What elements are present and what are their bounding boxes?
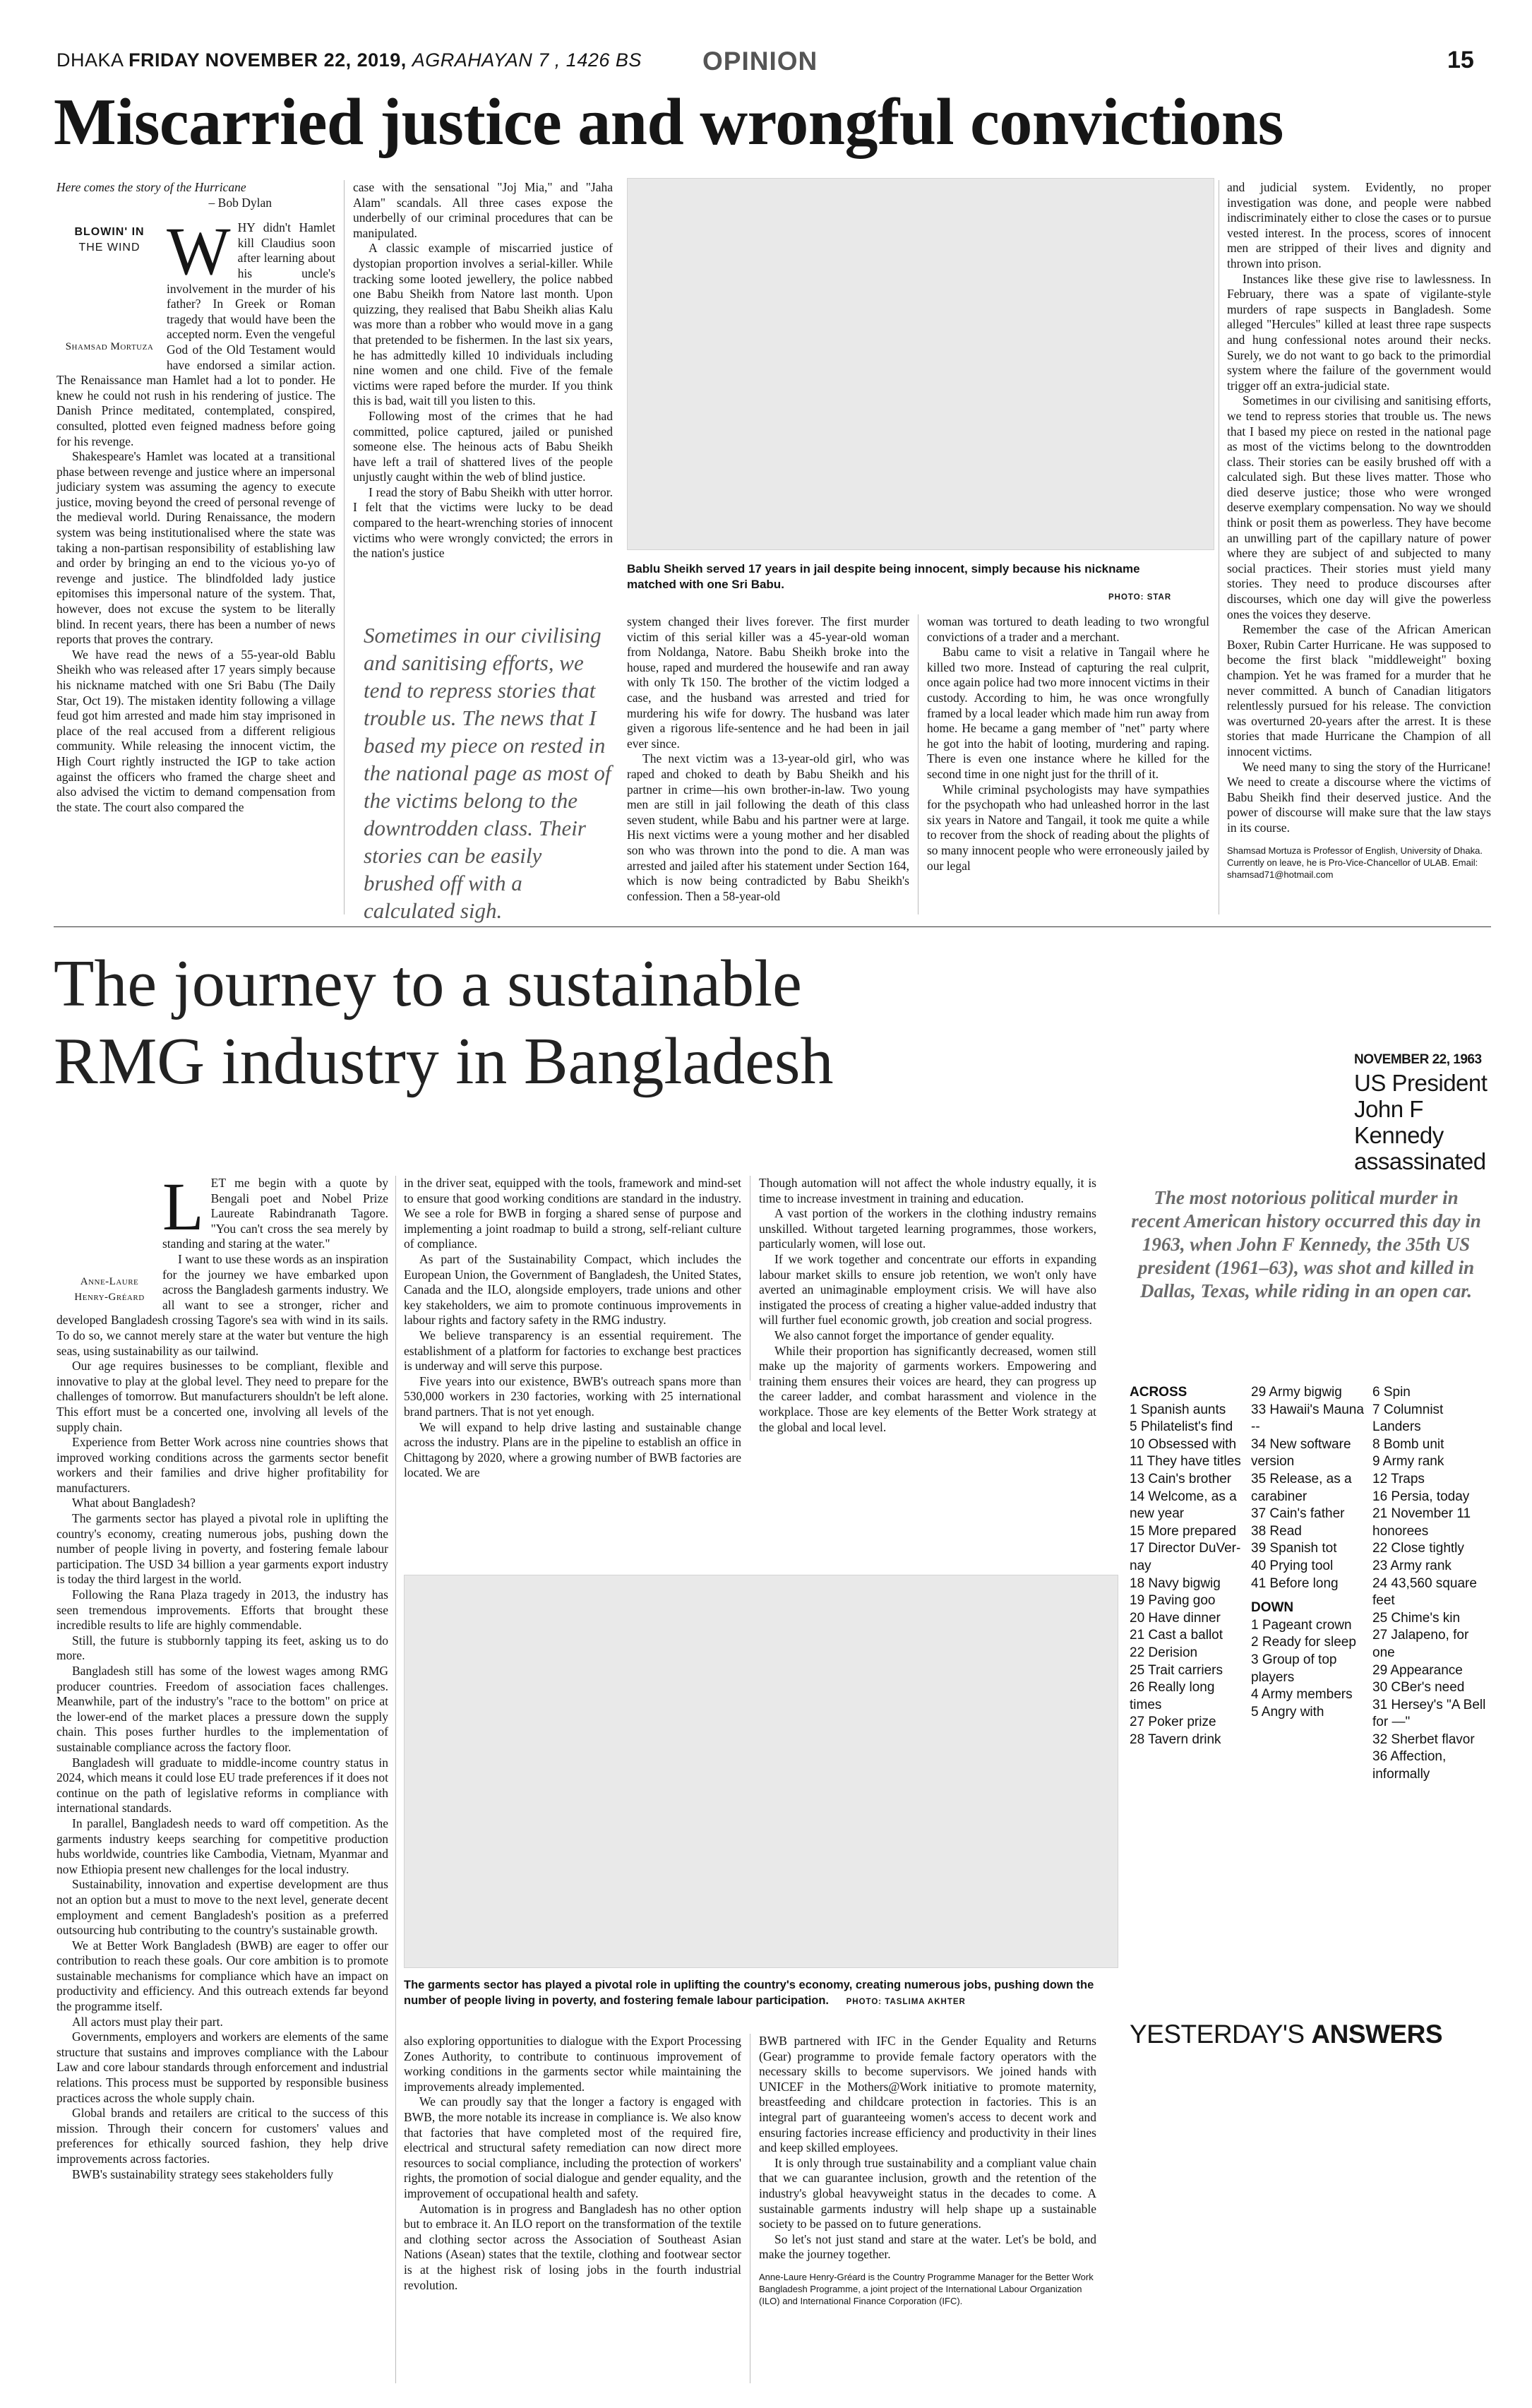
article1-col1-p3: We have read the news of a 55-year-old Bablu Sheikh who was released after 17 years simply because his nickname matched with one Sri Babu (The Daily Star, Oct 19). The mistaken identity following a village feud got him arrested and made him stay imprisoned in place of the real accused from a different religious community. While releasing the innocent victim, the High Court rightly instructed the IGP to take action against the officers who framed the charge sheet and also advised the victim to demand compensation from the state. The court also compared the bbox=[56, 647, 335, 814]
across-clue: 14 Welcome, as a bbox=[1130, 1489, 1237, 1504]
across-clue: 20 Have dinner bbox=[1130, 1610, 1221, 1626]
across-clue: 28 Tavern drink bbox=[1130, 1732, 1221, 1747]
across-heading: ACROSS bbox=[1130, 1385, 1187, 1400]
article2-photo bbox=[404, 1575, 1118, 1968]
article1-col2-p4: I read the story of Babu Sheikh with utter horror. I felt that the victims were lucky to be dead compared to the heart-wrenching stories of innocent victims who were wrongly convicted; the errors in the nation's justice bbox=[353, 484, 613, 561]
clues-across-col1 bbox=[1130, 1384, 1246, 1748]
down-clue: 24 43,560 square feet bbox=[1372, 1575, 1477, 1609]
article1-col4-p2: Babu came to visit a relative in Tangail where he killed two more. Instead of capturing the real culprit, once again police had two more innocent victims in their custody. According to him, he was once wrongfully framed by a local leader which made him run away from home. He became a gang member of "net" party where he got into the habit of looting, murdering and raping. There is even one instance where he killed for the second time in one night just for the thrill of it. bbox=[927, 645, 1209, 781]
article1-photo-credit: PHOTO: STAR bbox=[1108, 593, 1172, 602]
article2-col1-p17: BWB's sustainability strategy sees stakeholders fully bbox=[72, 2166, 334, 2181]
epigraph-author: – Bob Dylan bbox=[208, 195, 272, 210]
clues-across-col2 bbox=[1251, 1384, 1368, 1721]
article2-col3-p3: If we work together and concentrate our efforts in expanding labour market skills to ensure job retention, we won't only have averted an unimaginable employment crisis. We will have also instigated the process of creating a higher value-added industry that will further fuel economic growth, job creation and social progress. bbox=[759, 1251, 1096, 1328]
down-clue: 29 Appearance bbox=[1372, 1662, 1463, 1678]
across-clue: 37 Cain's father bbox=[1251, 1506, 1345, 1522]
article2-col3-p1: Though automation will not affect the whole industry equally, it is time to increase investment in training and education. bbox=[759, 1176, 1096, 1205]
section-label: OPINION bbox=[702, 47, 818, 76]
article2-col3-p4: We also cannot forget the importance of gender equality. bbox=[774, 1328, 1055, 1342]
down-clue: 9 Army rank bbox=[1372, 1454, 1444, 1470]
pull-quote: Sometimes in our civilising and sanitising efforts, we tend to repress stories that trouble us. The news that I based my piece on rested in the national page as most of the victims belong to the downtrodden class. Their stories can be easily brushed off with a calculated sigh. bbox=[364, 623, 611, 923]
down-clue: 16 Persia, today bbox=[1372, 1489, 1470, 1504]
article1-col5-p4: Remember the case of the African American Boxer, Rubin Carter Hurricane. He was supposed to become the first black "middleweight" boxing champion. Yet he was framed for a murder that he never committed. A bunch of Canadian litigators relentlessly pursued for his release. The conviction was overturned 20-years after the arrest. It is these stories that made Hurricane the Champion of all innocent victims. bbox=[1227, 622, 1491, 758]
down-clue: 2 Ready for sleep bbox=[1251, 1635, 1356, 1650]
across-clue: 41 Before long bbox=[1251, 1575, 1339, 1591]
column-name-line1: BLOWIN' IN bbox=[74, 226, 145, 239]
article2-column-1 bbox=[56, 1169, 388, 2182]
across-clue: 21 Cast a ballot bbox=[1130, 1628, 1223, 1643]
epigraph-line: Here comes the story of the Hurricane bbox=[56, 180, 246, 194]
article2-column-2-continued bbox=[404, 2034, 741, 2293]
down-clue: 31 Hersey's "A Bell bbox=[1372, 1697, 1486, 1712]
article1-photo-caption-text: Bablu Sheikh served 17 years in jail despite being innocent, simply because his nickname matched with one Sri Babu. bbox=[627, 562, 1140, 591]
article1-col5-p3: Sometimes in our civilising and sanitising efforts, we tend to repress stories that trouble us. The news that I based my piece on rested in the national page as most of the victims belong to the downtrodden class. Their stories can be easily brushed off with a calculated sigh. But these lives matter. Those who died deserve justice; those who were wronged deserve exemplary compensation. No way we should think or posit them as powerless. They have become an unwilling part of the capillary nature of power where they are subject of and subjected to many social practices. Their stories must yield many stories. They need to produce discourses after discourses, which one day will give the powerless ones the voices they deserve. bbox=[1227, 393, 1491, 621]
yesterdays-answers-heading bbox=[1130, 2020, 1442, 2049]
article2-photo-caption-text: The garments sector has played a pivotal role in uplifting the country's economy, creating numerous jobs, pushing down the number of people living in poverty, and fostering female labour participation. bbox=[404, 1979, 1094, 2007]
down-clue: 8 Bomb unit bbox=[1372, 1436, 1444, 1452]
article1-col1-p1-text: HY didn't Hamlet kill Claudius soon after learning about his uncle's involvement in the murder of his father? In Greek or Roman tragedy that would have been the accepted norm. Even the vengeful God of the Old Testament would have endorsed a similar action. The Renaissance man Hamlet had a lot to ponder. He knew he could not rush in his rendering of justice. The Danish Prince meditated, contemplated, conspired, consulted, plotted even feigned madness before going for his revenge. bbox=[56, 220, 335, 448]
down-clue: 36 Affection, bbox=[1372, 1749, 1447, 1765]
article1-column-3 bbox=[627, 614, 909, 904]
across-clue: new year bbox=[1130, 1506, 1185, 1522]
article1-col3-p2: The next victim was a 13-year-old girl, who was raped and choked to death by Babu Sheikh and his partner in crime—his own brother-in-law. Two young men are still in jail following the death of this class seven student, while Babu and his partner were at large. His next victims were a young mother and her disabled son who was thrown into the pond to die. A man was arrested and jailed after his statement under Section 164, which is now being contradicted by Babu Sheikh's confession. Then a 58-year-old bbox=[627, 751, 909, 903]
article2-byline-block bbox=[56, 1176, 162, 1310]
article2-col1-p13: We at Better Work Bangladesh (BWB) are eager to offer our contribution to reach these goals. Our core ambition is to promote sustainable mechanisms for compliance which have an impact on productivity and efficiency. And this outreach extends far beyond the programme itself. bbox=[56, 1938, 388, 2014]
across-clue: 27 Poker prize bbox=[1130, 1715, 1216, 1730]
across-clue: 39 Spanish tot bbox=[1251, 1541, 1337, 1556]
history-title-line4: assassinated bbox=[1354, 1148, 1486, 1174]
down-clue: 3 Group of top bbox=[1251, 1652, 1337, 1667]
across-clue: 40 Prying tool bbox=[1251, 1558, 1334, 1573]
answers-heading-a: YESTERDAY'S bbox=[1130, 2020, 1312, 2049]
article2-col2b-p1: also exploring opportunities to dialogue with the Export Processing Zones Authority, to contribute to continuous improvement of working conditions in the garments sector while maintaining the improvements already implemented. bbox=[404, 2034, 741, 2094]
article2-col1-p2: I want to use these words as an inspiration for the journey we have embarked upon across the Bangladesh garments industry. We all want to see a stronger, richer and developed Bangladesh crossing Tagore's sea with wind in its sails. To do so, we cannot merely stare at the water but venture the high seas, using sustainability as our tailwind. bbox=[56, 1251, 388, 1358]
article2-col1-p15: Governments, employers and workers are elements of the same structure that sustains and improves compliance with the Labour Law and core labour standards through enforcement and industrial relations. This process must be supported by responsible business practices across the whole supply chain. bbox=[56, 2029, 388, 2105]
article1-photo bbox=[627, 178, 1214, 550]
article1-col2-p2: A classic example of miscarried justice of dystopian proportion involves a serial-killer. While tracking some looted jewellery, the police nabbed one Babu Sheikh from Natore last month. Upon quizzing, they realised that Babu Sheikh alias Kalu was more than a robber who would move in a gang that pretended to be fishermen. In the last six years, he has admittedly killed 10 individuals including nine women and one child. Five of the female victims were raped before the murder. If you think this is bad, wait till you listen to this. bbox=[353, 241, 613, 408]
history-title-line2: John F bbox=[1354, 1096, 1423, 1122]
down-clue: 30 CBer's need bbox=[1372, 1680, 1465, 1695]
article2-headline-line2: RMG industry in Bangladesh bbox=[54, 1025, 834, 1098]
article2-col2-p4: Five years into our existence, BWB's outreach spans more than 530,000 workers in 230 factories, working with 25 international brand partners. That is not yet enough. bbox=[404, 1373, 741, 1419]
article1-column-5 bbox=[1227, 180, 1491, 881]
down-clue: 1 Pageant crown bbox=[1251, 1617, 1352, 1633]
dateline-bangla: AGRAHAYAN 7 , 1426 BS bbox=[412, 49, 642, 71]
down-clue: 25 Chime's kin bbox=[1372, 1610, 1461, 1626]
article2-col1-p5: What about Bangladesh? bbox=[72, 1496, 196, 1510]
down-list-3 bbox=[1372, 1384, 1492, 1784]
across-clue: 33 Hawaii's Mauna bbox=[1251, 1402, 1364, 1417]
article2-col1-p7: Following the Rana Plaza tragedy in 2013, the industry has seen tremendous improvements. Efforts that brought these incredible results to life are highly commendable. bbox=[56, 1587, 388, 1633]
article1-col2-p3: Following most of the crimes that he had committed, police captured, jailed or punished someone else. The heinous acts of Babu Sheikh have left a trail of shattered lives of the people unjustly caught within the web of blind justice. bbox=[353, 408, 613, 484]
across-clue: 38 Read bbox=[1251, 1523, 1302, 1539]
across-clue: 25 Trait carriers bbox=[1130, 1662, 1223, 1678]
across-clue: nay bbox=[1130, 1558, 1151, 1573]
article2-col3b-p3: So let's not just stand and stare at the water. Let's be bold, and make the journey together. bbox=[759, 2231, 1096, 2262]
dropcap: L bbox=[162, 1169, 204, 1244]
dateline bbox=[56, 49, 642, 71]
across-clue: 1 Spanish aunts bbox=[1130, 1402, 1226, 1417]
article2-column-3 bbox=[759, 1176, 1096, 1435]
article2-author-note: Anne-Laure Henry-Gréard is the Country Programme Manager for the Better Work Bangladesh Programme, a joint project of the International Labour Organization (ILO) and International Finance Corporation (IFC). bbox=[759, 2271, 1094, 2306]
article1-col4-p1: woman was tortured to death leading to two wrongful convictions of a trader and a merchant. bbox=[927, 614, 1209, 644]
answers-heading-b: ANSWERS bbox=[1311, 2020, 1443, 2049]
article1-column-2 bbox=[353, 180, 613, 561]
across-clue: 22 Derision bbox=[1130, 1645, 1198, 1660]
down-clue: 32 Sherbet flavor bbox=[1372, 1732, 1475, 1747]
article1-col1-p2: Shakespeare's Hamlet was located at a transitional phase between revenge and justice where an impersonal judiciary system was assuming the agency to execute justice, moving beyond the creed of personal revenge of the medieval world. During Renaissance, the modern system was being institutionalised where the state was taking a non-partisan responsibility of establishing law and order by bringing an end to the vicious yo-yo of revenge and justice. The blindfolded lady justice epitomises this impersonal nature of the system. That, however, does not excuse the system to be literally blind. In recent years, there has been a number of news reports that proves the contrary. bbox=[56, 449, 335, 647]
article2-byline-line1: Anne-Laure bbox=[80, 1276, 139, 1287]
across-list-2 bbox=[1251, 1384, 1368, 1592]
article2-photo-credit: PHOTO: TASLIMA AKHTER bbox=[846, 1998, 966, 2006]
article1-col5-p2: Instances like these give rise to lawlessness. In February, there was a spate of vigilante-style murders of rape suspects in Bangladesh. Some alleged "Hercules" killed at least three rape suspects and hung confessional notes around their necks. Surely, we do not want to go back to the primordial system where the failure of the government would trigger off an extra-judicial state. bbox=[1227, 271, 1491, 393]
down-clue: 4 Army members bbox=[1251, 1687, 1353, 1703]
down-clue: players bbox=[1251, 1669, 1295, 1685]
across-clue: 35 Release, as a bbox=[1251, 1471, 1352, 1486]
article2-col3-p5: While their proportion has significantly decreased, women still make up the majority of garments workers. Empowering and training them ensures their voices are heard, they can progress up the career ladder, and combat harassment and violence in the workplace. Those are key elements of the Better Work strategy at the global and local level. bbox=[759, 1343, 1096, 1434]
article1-col2-p1: case with the sensational "Joj Mia," and "Jaha Alam" scandals. All three cases expose the underbelly of our criminal procedures that can be manipulated. bbox=[353, 180, 613, 240]
article1-col4-p3: While criminal psychologists may have sympathies for the psychopath who had unleashed horror in the last six years in Natore and Tangail, it took me quite a while to recover from the shock of reading about the plights of so many innocent people who were erroneously jailed by our legal bbox=[927, 782, 1209, 873]
article2-col1-p4: Experience from Better Work across nine countries shows that improved working conditions across the garments sector benefit workers and their families and drive higher profitability for manufacturers. bbox=[56, 1435, 388, 1495]
article1-col5-p5: We need many to sing the story of the Hurricane! We need to create a discourse where the victims of Babu Sheikh find their deserved justice. And the power of discourse will make sure that the law stays in its course. bbox=[1227, 759, 1491, 835]
across-clue: carabiner bbox=[1251, 1489, 1307, 1504]
article2-col2-p2: As part of the Sustainability Compact, which includes the European Union, the Government of Bangladesh, the United States, Canada and the ILO, alongside employers, trade unions and other key stakeholders, we aim to promote continuous improvements in labour rights and factory safety in the RMG industry. bbox=[404, 1251, 741, 1328]
down-clue: 21 November 11 bbox=[1372, 1506, 1471, 1522]
history-title bbox=[1354, 1070, 1487, 1174]
byline: Shamsad Mortuza bbox=[65, 341, 154, 353]
down-list-2 bbox=[1251, 1617, 1368, 1722]
article2-byline-line2: Henry-Gréard bbox=[74, 1291, 145, 1303]
article2-photo-caption bbox=[404, 1977, 1117, 2010]
across-clue: 18 Navy bigwig bbox=[1130, 1575, 1221, 1591]
section-divider bbox=[54, 926, 1491, 927]
across-clue: 17 Director DuVer- bbox=[1130, 1541, 1241, 1556]
history-date: NOVEMBER 22, 1963 bbox=[1354, 1052, 1482, 1067]
article2-col2-p1: in the driver seat, equipped with the tools, framework and mind-set to ensure that good working conditions are standard in the industry. We see a role for BWB in forging a shared sense of purpose and implementing a joint roadmap to build a strong, self-reliant culture of compliance. bbox=[404, 1176, 741, 1251]
across-clue: 26 Really long times bbox=[1130, 1680, 1215, 1712]
article2-col1-p9: Bangladesh still has some of the lowest wages among RMG producer countries. Freedom of association faces challenges. Meanwhile, part of the industry's "race to the bottom" on price at the lower-end of the market places a pressure down the supply chain. This poses further hurdles to the implementation of sustainable compliance across the factory floor. bbox=[56, 1664, 388, 1754]
article1-column-1 bbox=[56, 180, 335, 815]
down-clue: for —" bbox=[1372, 1715, 1411, 1730]
article2-col1-p8: Still, the future is stubbornly tapping its feet, asking us to do more. bbox=[56, 1633, 388, 1663]
page-number: 15 bbox=[1447, 47, 1474, 73]
clues-down-col3 bbox=[1372, 1384, 1492, 1784]
across-clue: version bbox=[1251, 1454, 1295, 1470]
across-list-1 bbox=[1130, 1402, 1246, 1749]
column-name-line2: THE WIND bbox=[78, 241, 140, 254]
across-clue: 34 New software bbox=[1251, 1436, 1351, 1452]
column-name-block bbox=[56, 220, 162, 369]
down-clue: 5 Angry with bbox=[1251, 1704, 1324, 1719]
down-clue: 27 Jalapeno, for one bbox=[1372, 1628, 1469, 1660]
down-clue: 7 Columnist Landers bbox=[1372, 1402, 1444, 1435]
article1-photo-caption bbox=[627, 561, 1149, 592]
across-clue: -- bbox=[1251, 1419, 1260, 1435]
dropcap: W bbox=[167, 213, 231, 290]
dateline-city: DHAKA bbox=[56, 49, 124, 71]
across-clue: 11 They have titles bbox=[1130, 1454, 1241, 1470]
column-divider bbox=[344, 180, 345, 914]
across-clue: 29 Army bigwig bbox=[1251, 1385, 1342, 1400]
article1-col3-p1: system changed their lives forever. The first murder victim of this serial killer was a 45-year-old woman from Noldanga, Natore. Babu Sheikh broke into the house, raped and murdered the housewife and ran away with only Tk 150. The brother of the victim lodged a case, and the husband was arrested and tried for murdering his wife for dowry. The husband was later given a rigorous life-sentence and he had been in jail ever since. bbox=[627, 614, 909, 751]
across-clue: 19 Paving goo bbox=[1130, 1593, 1216, 1609]
article2-col1-p16: Global brands and retailers are critical to the success of this mission. Through their concern for customers' values and preferences for ethically sourced fashion, they help drive improvements across factories. bbox=[56, 2106, 388, 2166]
article1-author-note: Shamsad Mortuza is Professor of English, University of Dhaka. Currently on leave, he is Pro-Vice-Chancellor of ULAB. Email: shamsad71@hotmail.com bbox=[1227, 845, 1483, 880]
across-clue: 10 Obsessed with bbox=[1130, 1436, 1237, 1452]
across-clue: 5 Philatelist's find bbox=[1130, 1419, 1233, 1435]
article2-col1-p10: Bangladesh will graduate to middle-income country status in 2024, which means it could lose EU trade preferences if it does not continue on the path of legislative reforms in compliance with international standards. bbox=[56, 1755, 388, 1816]
article1-col5-p1: and judicial system. Evidently, no proper investigation was done, and people were nabbed indiscriminately either to close the cases or to pursue vested interest. In the process, scores of innocent men are stripped of their lives and dignity and thrown into prison. bbox=[1227, 180, 1491, 270]
article2-headline bbox=[54, 945, 833, 1100]
history-title-line1: US President bbox=[1354, 1070, 1488, 1096]
down-clue: honorees bbox=[1372, 1523, 1429, 1539]
down-clue: 23 Army rank bbox=[1372, 1558, 1452, 1573]
article2-col1-p1-text: ET me begin with a quote by Bengali poet and Nobel Prize Laureate Rabindranath Tagore. "You can't cross the sea merely by standing and staring at the water." bbox=[162, 1176, 388, 1251]
column-divider bbox=[395, 1176, 396, 2383]
down-clue: 12 Traps bbox=[1372, 1471, 1425, 1486]
dateline-date: FRIDAY NOVEMBER 22, 2019, bbox=[128, 49, 407, 71]
across-clue: 15 More prepared bbox=[1130, 1523, 1237, 1539]
article2-headline-line1: The journey to a sustainable bbox=[54, 947, 802, 1020]
article2-col2b-p2: We can proudly say that the longer a factory is engaged with BWB, the more notable its increase in compliance is. We also know that factories that have completed most of the required fire, electrical and structural safety remediation can now direct more resources to social compliance, including the protection of workers' rights, the promotion of social dialogue and gender equality, and the improvement of occupational health and safety. bbox=[404, 2094, 741, 2200]
article2-col3b-p2: It is only through true sustainability and a compliant value chain that we can guarantee inclusion, growth and the retention of the industry's global heavyweight status in the decades to come. A sustainable garments industry will help shape up a sustainable society to be passed on to future generations. bbox=[759, 2155, 1096, 2231]
history-title-line3: Kennedy bbox=[1354, 1122, 1444, 1148]
article2-col3b-p1: BWB partnered with IFC in the Gender Equality and Returns (Gear) programme to provide female factory operators with the necessary skills to become supervisors. We joined hands with UNICEF in the Mothers@Work initiative to promote maternity, breastfeeding and childcare protection in factories. This is an integral part of guaranteeing women's access to decent work and ensuring factories increase efficiency and productivity in their lines and keep skilled employees. bbox=[759, 2034, 1096, 2155]
article2-col3-p2: A vast portion of the workers in the clothing industry remains unskilled. Without targeted learning programmes, those workers, particularly women, will lose out. bbox=[759, 1206, 1096, 1251]
down-heading: DOWN bbox=[1251, 1600, 1294, 1616]
article2-col2-p3: We believe transparency is an essential requirement. The establishment of a platform for factories to exchange best practices is underway and will serve this purpose. bbox=[404, 1328, 741, 1373]
down-clue: informally bbox=[1372, 1767, 1430, 1782]
across-clue: 13 Cain's brother bbox=[1130, 1471, 1232, 1486]
article2-col1-p11: In parallel, Bangladesh needs to ward off competition. As the garments industry keeps searching for competitive production hubs worldwide, countries like Cambodia, Vietnam, Myanmar and now Ethiopia present new challenges for the local industry. bbox=[56, 1816, 388, 1876]
history-text: The most notorious political murder in recent American history occurred this day in 1963, when John F Kennedy, the 35th US president (1961–63), was shot and killed in Dallas, Texas, while riding in an open car. bbox=[1131, 1187, 1481, 1301]
article1-headline: Miscarried justice and wrongful convictions bbox=[54, 85, 1283, 159]
article2-col1-p14: All actors must play their part. bbox=[72, 2014, 223, 2029]
article1-column-4 bbox=[927, 614, 1209, 874]
article2-col2-p5: We will expand to help drive lasting and sustainable change across the industry. Plans are in the pipeline to establish an office in Chittagong by 2020, where a growing number of BWB factories are located. We are bbox=[404, 1419, 741, 1480]
down-clue: 22 Close tightly bbox=[1372, 1541, 1464, 1556]
article2-col2b-p3: Automation is in progress and Bangladesh has no other option but to embrace it. An ILO report on the transformation of the textile and clothing sector across the Association of Southeast Asian Nations (Asean) states that the textile, clothing and footwear sector is at the highest risk of losing jobs in the fourth industrial revolution. bbox=[404, 2201, 741, 2292]
article2-column-2 bbox=[404, 1176, 741, 1481]
down-clue: 6 Spin bbox=[1372, 1385, 1411, 1400]
article2-col1-p6: The garments sector has played a pivotal role in uplifting the country's economy, creating numerous jobs, pushing down the number of people living in poverty, and fostering female labour participation. The USD 34 billion a year garments export industry is today the third largest in the world. bbox=[56, 1511, 388, 1587]
article2-col1-p3: Our age requires businesses to be compliant, flexible and innovative to play at the global level. They need to prepare for the challenges of tomorrow. But manufacturers shouldn't be left alone. This effort must be a concerted one, involving all levels of the supply chain. bbox=[56, 1359, 388, 1434]
article2-col1-p12: Sustainability, innovation and expertise development are thus not an option but a must to move to the next level, generate decent employment and cement Bangladesh's position as a preferred outsourcing hub contributing to the country's sustainable growth. bbox=[56, 1877, 388, 1938]
article2-column-3-continued bbox=[759, 2034, 1096, 2307]
